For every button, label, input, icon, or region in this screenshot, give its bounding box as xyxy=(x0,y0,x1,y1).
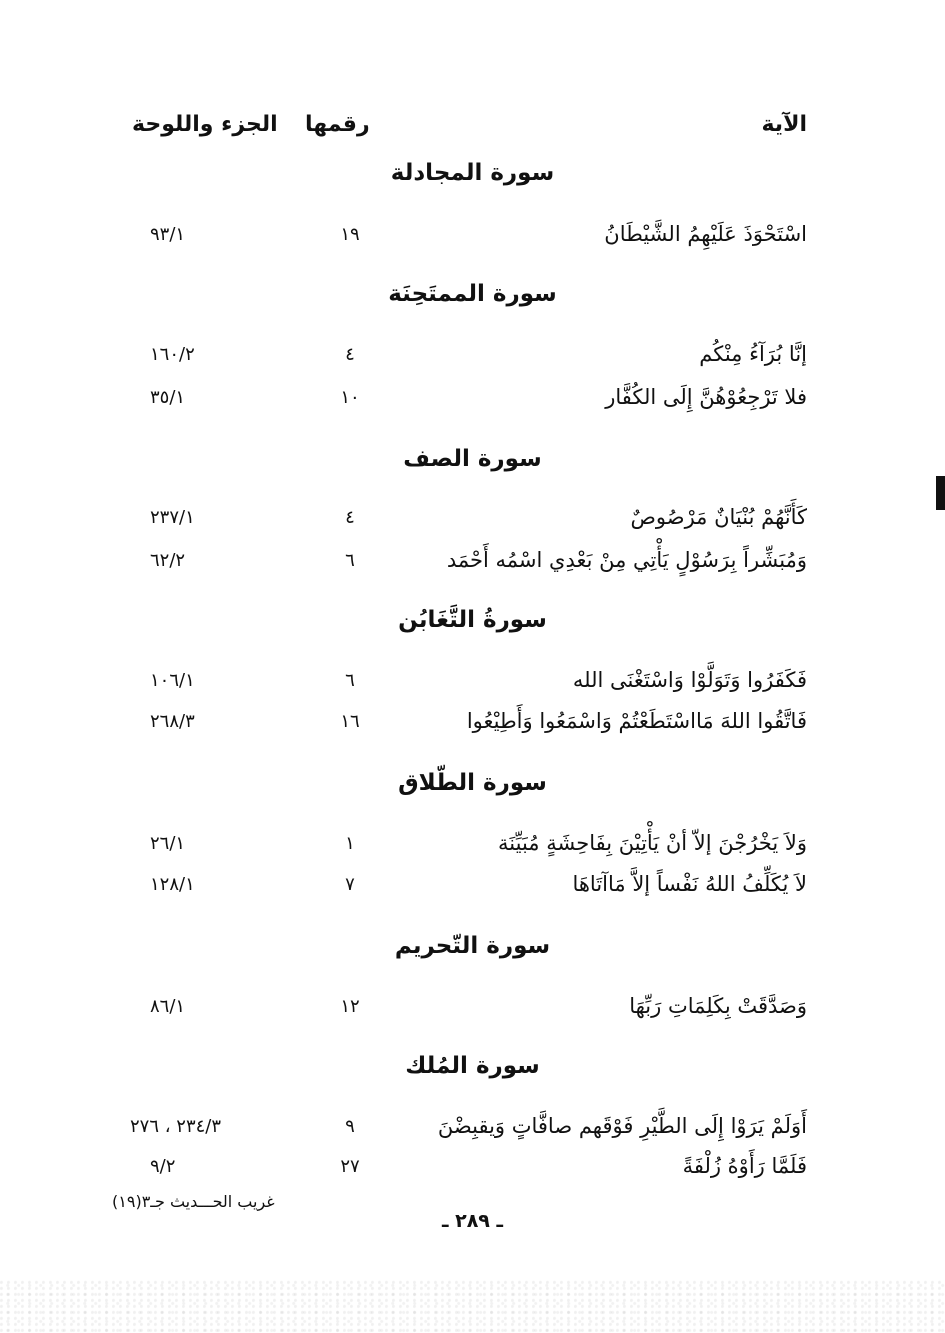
table-row xyxy=(0,385,945,419)
verse-number: ٦ xyxy=(345,550,355,571)
verse-number: ١٦ xyxy=(340,711,360,732)
surah-heading-tahrim: سورة التّحريم xyxy=(394,933,551,959)
surah-heading-saff: سورة الصف xyxy=(403,446,542,472)
table-row xyxy=(0,1114,945,1148)
table-row xyxy=(0,831,945,865)
verse-number: ٧ xyxy=(345,874,355,895)
part-and-plate: ٨٦/١ xyxy=(150,996,186,1017)
surah-heading-mumtahanah: سورة الممتَحِنَة xyxy=(388,281,557,307)
verse-number: ٦ xyxy=(345,670,355,691)
verse-number: ٩ xyxy=(345,1116,355,1137)
verse-text: وَلاَ يَخْرُجْنَ إلاّ أنْ يَأْتِيْنَ بِفَاحِشَةٍ مُبَيِّنَة xyxy=(498,831,807,855)
table-row xyxy=(0,222,945,256)
verse-text: فَكَفَرُوا وَتَوَلَّوْا وَاسْتَغْنَى الله xyxy=(572,668,807,692)
verse-text: فَاتَّقُوا اللهَ مَااسْتَطَعْتُمْ وَاسْمَعُوا وَأَطِيْعُوا xyxy=(466,709,807,733)
part-and-plate: ٢٣٧/١ xyxy=(150,507,195,528)
part-and-plate: ٣٥/١ xyxy=(150,387,186,408)
scan-noise xyxy=(0,1280,945,1333)
column-header-number: رقمها xyxy=(305,112,370,137)
part-and-plate: ٢٦٨/٣ xyxy=(150,711,195,732)
table-row xyxy=(0,994,945,1028)
signature-footnote: غريب الحـــديث جـ٣(١٩) xyxy=(112,1192,275,1211)
page-number: ـ ٢٨٩ ـ xyxy=(441,1210,503,1232)
column-header-verse: الآية xyxy=(761,112,807,137)
surah-heading-mujadila: سورة المجادلة xyxy=(390,160,555,186)
verse-number: ١٢ xyxy=(340,996,360,1017)
verse-number: ٢٧ xyxy=(340,1156,360,1177)
verse-text: كَأَنَّهُمْ بُنْيَانٌ مَرْصُوصٌ xyxy=(630,505,807,529)
verse-text: فلا تَرْجِعُوْهُنَّ إِلَى الكُفَّار xyxy=(605,385,807,409)
surah-heading-taghabun: سورةُ التَّغَابُن xyxy=(398,607,547,633)
part-and-plate: ٢٦/١ xyxy=(150,833,186,854)
table-row xyxy=(0,342,945,376)
part-and-plate: ١٦٠/٢ xyxy=(150,344,195,365)
verse-number: ١ xyxy=(345,833,355,854)
verse-text: لاَ يُكَلِّفُ اللهُ نَفْساً إلاَّ مَاآتَاهَا xyxy=(572,872,807,896)
verse-text: إنَّا بُرَآءُ مِنْكُم xyxy=(699,342,807,366)
verse-number: ١٠ xyxy=(340,387,360,408)
table-row xyxy=(0,505,945,539)
verse-text: فَلَمَّا رَأَوْهُ زُلْفَةً xyxy=(682,1154,807,1178)
table-row xyxy=(0,709,945,743)
part-and-plate: ٩/٢ xyxy=(150,1156,176,1177)
table-row xyxy=(0,872,945,906)
column-header-part: الجزء واللوحة xyxy=(132,112,278,137)
scan-edge-mark xyxy=(936,476,945,510)
part-and-plate: ١٢٨/١ xyxy=(150,874,195,895)
verse-number: ١٩ xyxy=(340,224,360,245)
part-and-plate: ١٠٦/١ xyxy=(150,670,195,691)
part-and-plate: ٦٢/٢ xyxy=(150,550,186,571)
surah-heading-talaq: سورة الطّلاق xyxy=(398,770,547,796)
verse-text: أَوَلَمْ يَرَوْا إِلَى الطَّيْرِ فَوْقَهم صافَّاتٍ وَيقبِضْنَ xyxy=(437,1114,807,1138)
table-row xyxy=(0,548,945,582)
surah-heading-mulk: سورة المُلك xyxy=(405,1053,540,1079)
verse-text: وَصَدَّقَتْ بِكَلِمَاتِ رَبِّهَا xyxy=(629,994,807,1018)
verse-number: ٤ xyxy=(345,344,355,365)
verse-text: وَمُبَشِّراً بِرَسُوْلٍ يَأْتِي مِنْ بَعْدِي اسْمُه أَحْمَد xyxy=(446,548,807,572)
table-row xyxy=(0,1154,945,1188)
part-and-plate: ٢٣٤/٣ ، ٢٧٦ xyxy=(130,1116,222,1137)
part-and-plate: ٩٣/١ xyxy=(150,224,186,245)
verse-text: اسْتَحْوَذَ عَلَيْهِمُ الشَّيْطَانُ xyxy=(604,222,807,246)
table-row xyxy=(0,668,945,702)
verse-number: ٤ xyxy=(345,507,355,528)
